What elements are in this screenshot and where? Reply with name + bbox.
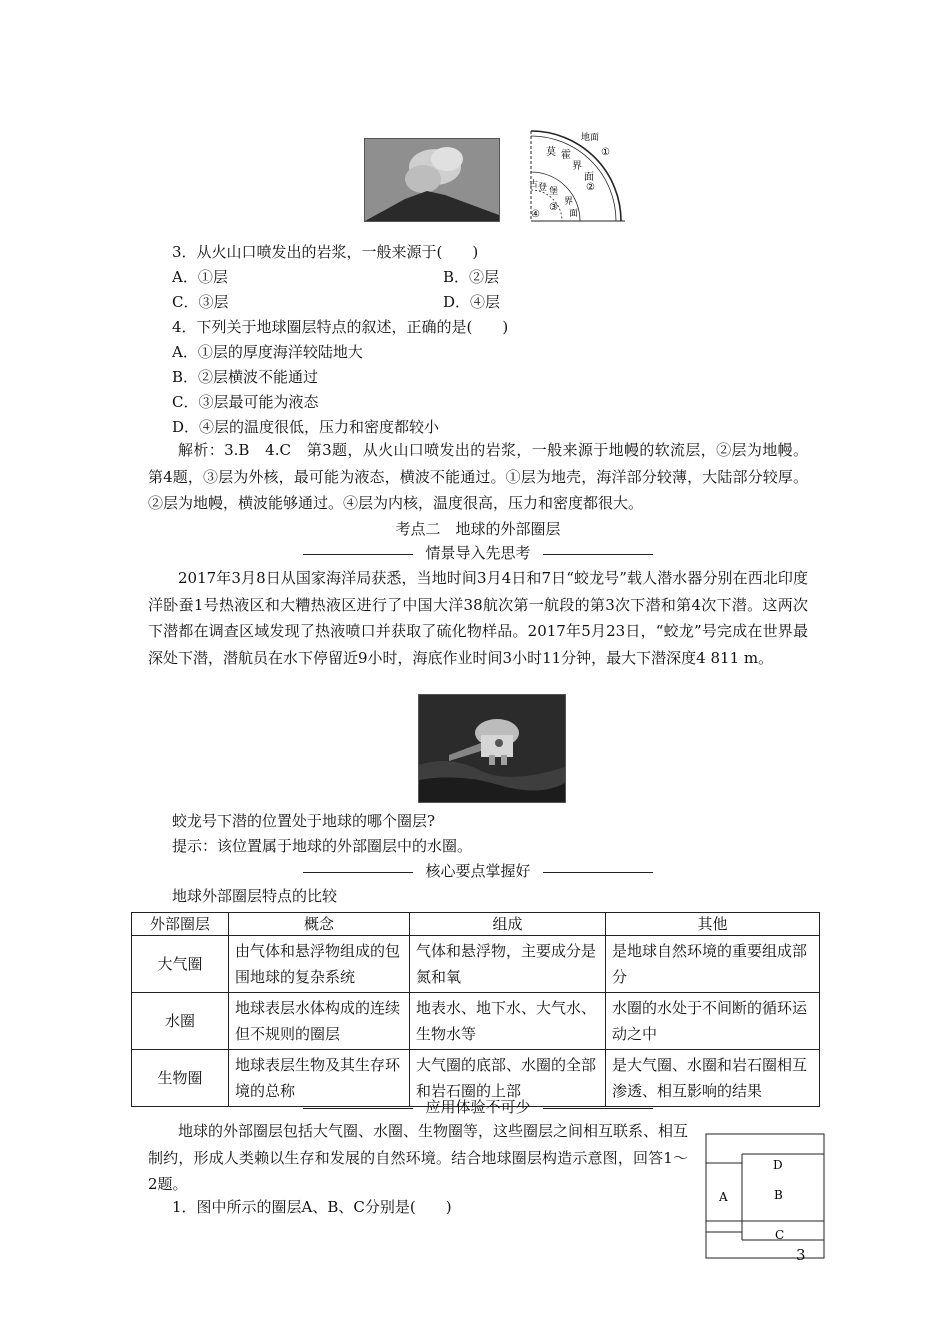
divider-rule-left [303, 1108, 413, 1109]
table-title: 地球外部圈层特点的比较 [172, 887, 338, 905]
table-row [132, 993, 820, 1050]
table-cell: 地球表层生物及其生存环境的总称 [229, 1050, 410, 1107]
comparison-table [131, 912, 820, 1107]
label-moho-1: 莫 [546, 147, 556, 158]
earth-layers-diagram [528, 128, 628, 224]
table-cell: 水圈 [132, 993, 229, 1050]
table-cell: 地表水、地下水、大气水、生物水等 [410, 993, 606, 1050]
divider-label: 情景导入先思考 [425, 544, 531, 562]
label-moho-3: 界 [572, 161, 582, 172]
label-layer-3: ③ [549, 202, 558, 213]
question-3-stem: 3．从火山口喷发出的岩浆，一般来源于( ) [172, 243, 479, 261]
divider-rule-left [303, 872, 413, 873]
question-3-option-d: D．④层 [443, 293, 501, 311]
label-layer-4: ④ [531, 209, 540, 220]
page-number: 3 [796, 1246, 806, 1264]
sphere-structure-diagram [705, 1133, 825, 1261]
diagram-label-c: C [775, 1228, 785, 1242]
table-header: 外部圈层 [132, 913, 229, 936]
question-4-option-b: B．②层横波不能通过 [172, 368, 319, 386]
section-title: 考点二 地球的外部圈层 [395, 520, 561, 538]
question-4-option-c: C．③层最可能为液态 [172, 393, 319, 411]
table-header-row [132, 913, 820, 936]
label-gut-2: 登 [538, 183, 548, 193]
question-4-option-a: A．①层的厚度海洋较陆地大 [172, 343, 363, 361]
diagram-label-a: A [719, 1190, 728, 1204]
table-cell: 水圈的水处于不间断的循环运动之中 [606, 993, 820, 1050]
divider-scenario [148, 542, 808, 564]
question-3-option-a: A．①层 [172, 268, 228, 286]
hint-text: 提示：该位置属于地球的外部圈层中的水圈。 [172, 837, 473, 855]
divider-label: 核心要点掌握好 [425, 862, 531, 880]
question-3-option-b: B．②层 [443, 268, 500, 286]
label-gut-5: 面 [569, 209, 579, 219]
label-layer-2: ② [586, 182, 595, 193]
question-3-option-c: C．③层 [172, 293, 229, 311]
table-cell: 大气圈的底部、水圈的全部和岩石圈的上部 [410, 1050, 606, 1107]
submersible-image [419, 695, 565, 802]
table-cell: 由气体和悬浮物组成的包围地球的复杂系统 [229, 936, 410, 993]
apply-text: 地球的外部圈层包括大气圈、水圈、生物圈等，这些圈层之间相互联系、相互制约，形成人类赖以生存和发展的自然环境。结合地球圈层构造示意图，回答1～2题。 [148, 1122, 689, 1193]
think-question: 蛟龙号下潜的位置处于地球的哪个圈层? [172, 812, 436, 830]
table-cell: 是地球自然环境的重要组成部分 [606, 936, 820, 993]
analysis-text: 解析：3.B 4.C 第3题，从火山口喷发出的岩浆，一般来源于地幔的软流层，②层为地幔。第4题，③层为外核，最可能为液态，横波不能通过。①层为地壳，海洋部分较薄，大陆部分较厚。②层为地幔，横波能够通过。④层为内核，温度很高，压力和密度都很大。 [148, 441, 808, 512]
volcano-photo [364, 138, 500, 222]
divider-rule-right [543, 1108, 653, 1109]
diagram-label-d: D [773, 1158, 783, 1172]
table-cell: 地球表层水体构成的连续但不规则的圈层 [229, 993, 410, 1050]
label-gut-3: 堡 [549, 187, 559, 197]
divider-rule-left [303, 554, 413, 555]
question-4-option-d: D．④层的温度很低，压力和密度都较小 [172, 418, 440, 436]
volcano-image [365, 139, 499, 221]
label-ground: 地面 [581, 133, 600, 143]
table-cell: 是大气圈、水圈和岩石圈相互渗透、相互影响的结果 [606, 1050, 820, 1107]
table-cell: 大气圈 [132, 936, 229, 993]
label-moho-4: 面 [584, 172, 594, 183]
divider-rule-right [543, 872, 653, 873]
question-4-stem: 4．下列关于地球圈层特点的叙述，正确的是( ) [172, 318, 509, 336]
table-row [132, 936, 820, 993]
divider-rule-right [543, 554, 653, 555]
table-header: 组成 [410, 913, 606, 936]
table-cell: 生物圈 [132, 1050, 229, 1107]
submersible-photo [418, 694, 566, 803]
scenario-text: 2017年3月8日从国家海洋局获悉，当地时间3月4日和7日“蛟龙号”载人潜水器分别在西北印度洋卧蚕1号热液区和大糟热液区进行了中国大洋38航次第一航段的第3次下潜和第4次下潜。这两次下潜都在调查区域发现了热液喷口并获取了硫化物样品。2017年5月23日，“蛟龙”号完成在世界最深处下潜，潜航员在水下停留近9小时，海底作业时间3小时11分钟，最大下潜深度4 811 m。 [148, 569, 808, 667]
label-layer-1: ① [601, 147, 610, 158]
table-cell: 气体和悬浮物，主要成分是氮和氧 [410, 936, 606, 993]
divider-label: 应用体验不可少 [425, 1098, 531, 1116]
table-header: 其他 [606, 913, 820, 936]
label-gut-4: 界 [564, 197, 574, 207]
label-gut-1: 古 [529, 180, 539, 190]
divider-core [148, 860, 808, 882]
question-1-stem: 1．图中所示的圈层A、B、C分别是( ) [172, 1198, 452, 1216]
table-header: 概念 [229, 913, 410, 936]
label-moho-2: 霍 [561, 150, 571, 161]
diagram-label-b: B [774, 1188, 783, 1202]
divider-apply [148, 1096, 808, 1118]
